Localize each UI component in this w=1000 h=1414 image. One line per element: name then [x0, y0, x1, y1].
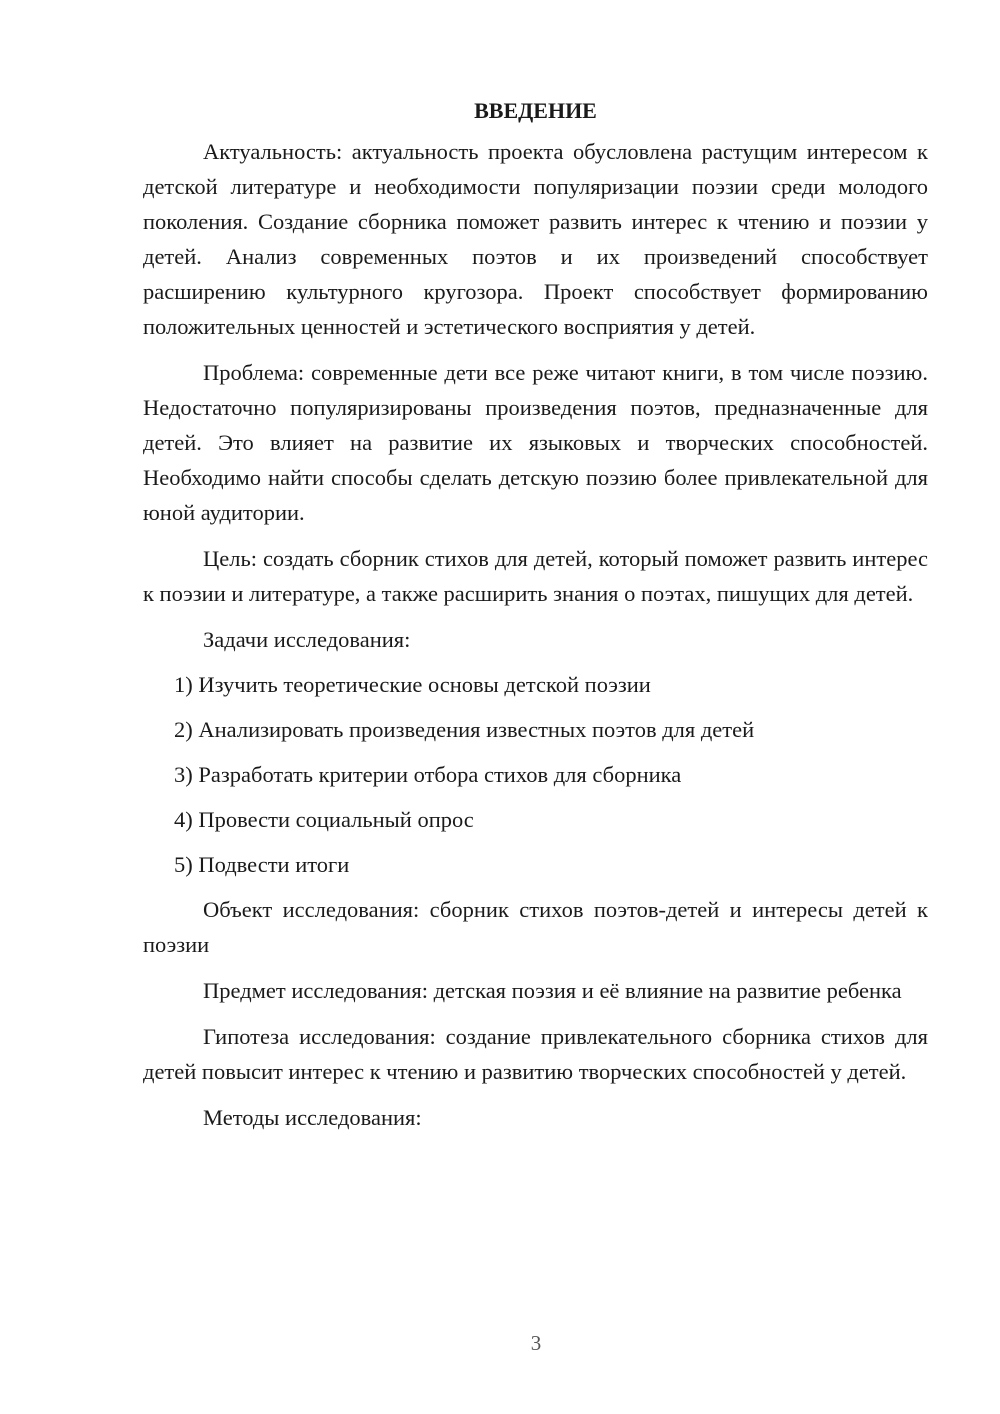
object-paragraph: Объект исследования: сборник стихов поэтов-детей и интересы детей к поэзии — [143, 897, 928, 957]
document-page — [143, 96, 928, 1145]
goal-paragraph: Цель: создать сборник стихов для детей, который поможет развить интерес к поэзии и литературе, а также расширить знания о поэтах, пишущих для детей. — [143, 546, 928, 606]
hypothesis-paragraph: Гипотеза исследования: создание привлекательного сборника стихов для детей повысит интерес к чтению и развитию творческих способностей у детей. — [143, 1024, 928, 1084]
list-item: 3) Разработать критерии отбора стихов для сборника — [174, 762, 682, 787]
document-title: ВВЕДЕНИЕ — [474, 98, 597, 123]
list-item: 5) Подвести итоги — [174, 852, 350, 877]
page-number: 3 — [530, 1331, 542, 1355]
methods-heading: Методы исследования: — [203, 1105, 422, 1130]
tasks-list — [143, 667, 928, 882]
list-item: 4) Провести социальный опрос — [174, 807, 474, 832]
subject-paragraph: Предмет исследования: детская поэзия и её влияние на развитие ребенка — [203, 978, 902, 1003]
tasks-heading: Задачи исследования: — [203, 627, 411, 652]
list-item: 1) Изучить теоретические основы детской поэзии — [174, 672, 651, 697]
problem-paragraph: Проблема: современные дети все реже читают книги, в том числе поэзию. Недостаточно популяризированы произведения поэтов, предназначенные для детей. Это влияет на развитие их языковых и творческих способностей. Необходимо найти способы сделать детскую поэзию более привлекательной для юной аудитории. — [143, 360, 928, 525]
list-item: 2) Анализировать произведения известных поэтов для детей — [174, 717, 755, 742]
relevance-paragraph: Актуальность: актуальность проекта обусловлена растущим интересом к детской литературе и необходимости популяризации поэзии среди молодого поколения. Создание сборника поможет развить интерес к чтению и поэзии у детей. Анализ современных поэтов и их произведений способствует расширению культурного кругозора. Проект способствует формированию положительных ценностей и эстетического восприятия у детей. — [143, 139, 928, 339]
